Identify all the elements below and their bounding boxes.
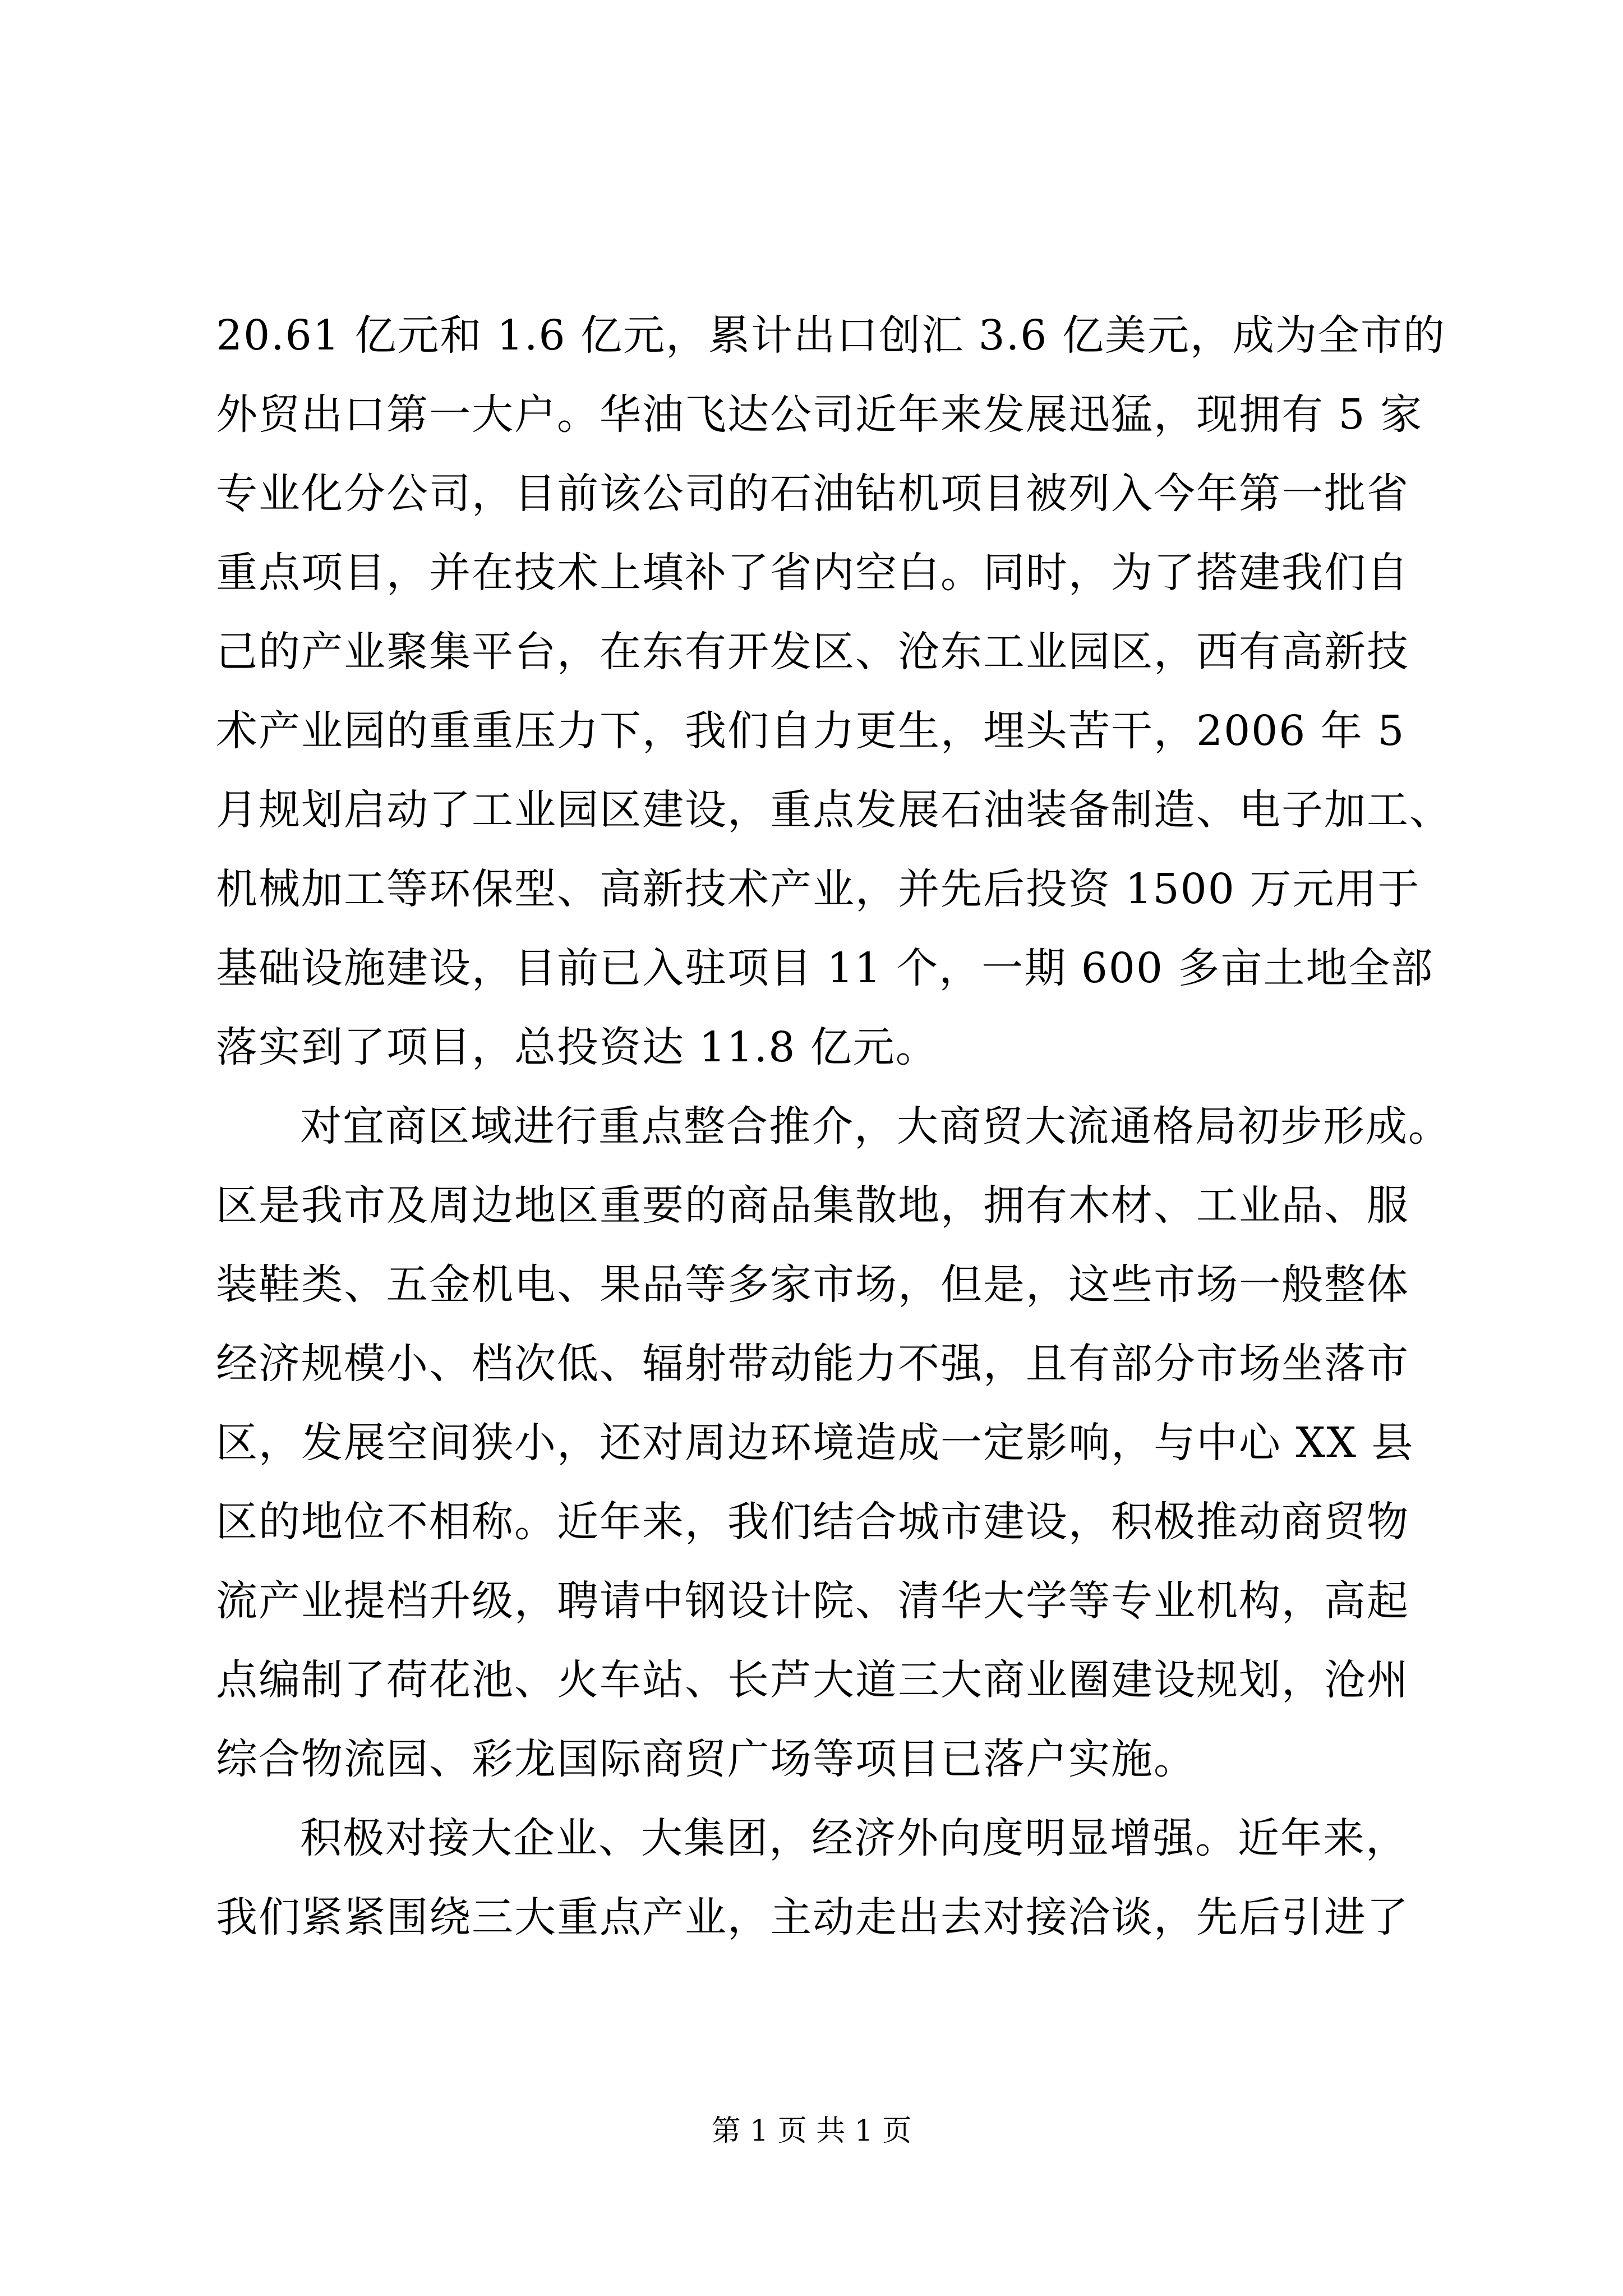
text-line: 基础设施建设，目前已入驻项目 11 个，一期 600 多亩土地全部	[216, 944, 1434, 992]
text-line: 机械加工等环保型、高新技术产业，并先后投资 1500 万元用于	[216, 865, 1421, 913]
text-line: 重点项目，并在技术上填补了省内空白。同时，为了搭建我们自	[216, 549, 1409, 597]
text-line: 专业化分公司，目前该公司的石油钻机项目被列入今年第一批省	[216, 470, 1409, 518]
text-line: 装鞋类、五金机电、果品等多家市场，但是，这些市场一般整体	[216, 1260, 1409, 1309]
text-line: 月规划启动了工业园区建设，重点发展石油装备制造、电子加工、	[216, 786, 1452, 834]
paragraph-first-line: 积极对接大企业、大集团，经济外向度明显增强。近年来，	[300, 1814, 1408, 1862]
text-line: 外贸出口第一大户。华油飞达公司近年来发展迅猛，现拥有 5 家	[216, 390, 1423, 439]
text-line: 区，发展空间狭小，还对周边环境造成一定影响，与中心 XX 县	[216, 1419, 1414, 1467]
text-line: 区是我市及周边地区重要的商品集散地，拥有木材、工业品、服	[216, 1181, 1409, 1230]
text-line: 经济规模小、档次低、辐射带动能力不强，且有部分市场坐落市	[216, 1340, 1409, 1388]
text-line: 落实到了项目，总投资达 11.8 亿元。	[216, 1023, 938, 1071]
text-line: 区的地位不相称。近年来，我们结合城市建设，积极推动商贸物	[216, 1498, 1409, 1546]
document-body	[216, 296, 1452, 1957]
text-line: 术产业园的重重压力下，我们自力更生，埋头苦干，2006 年 5	[216, 707, 1405, 755]
text-line: 综合物流园、彩龙国际商贸广场等项目已落户实施。	[216, 1735, 1196, 1783]
text-line: 点编制了荷花池、火车站、长芦大道三大商业圈建设规划，沧州	[216, 1656, 1409, 1704]
paragraph-first-line: 对宜商区域进行重点整合推介，大商贸大流通格局初步形成。	[300, 1102, 1451, 1151]
page-number-footer: 第 1 页 共 1 页	[711, 2114, 912, 2148]
text-line: 我们紧紧围绕三大重点产业，主动走出去对接洽谈，先后引进了	[216, 1893, 1409, 1941]
text-line: 流产业提档升级，聘请中钢设计院、清华大学等专业机构，高起	[216, 1577, 1409, 1625]
text-line: 20.61 亿元和 1.6 亿元，累计出口创汇 3.6 亿美元，成为全市的	[216, 311, 1446, 360]
text-line: 己的产业聚集平台，在东有开发区、沧东工业园区，西有高新技	[216, 628, 1409, 676]
